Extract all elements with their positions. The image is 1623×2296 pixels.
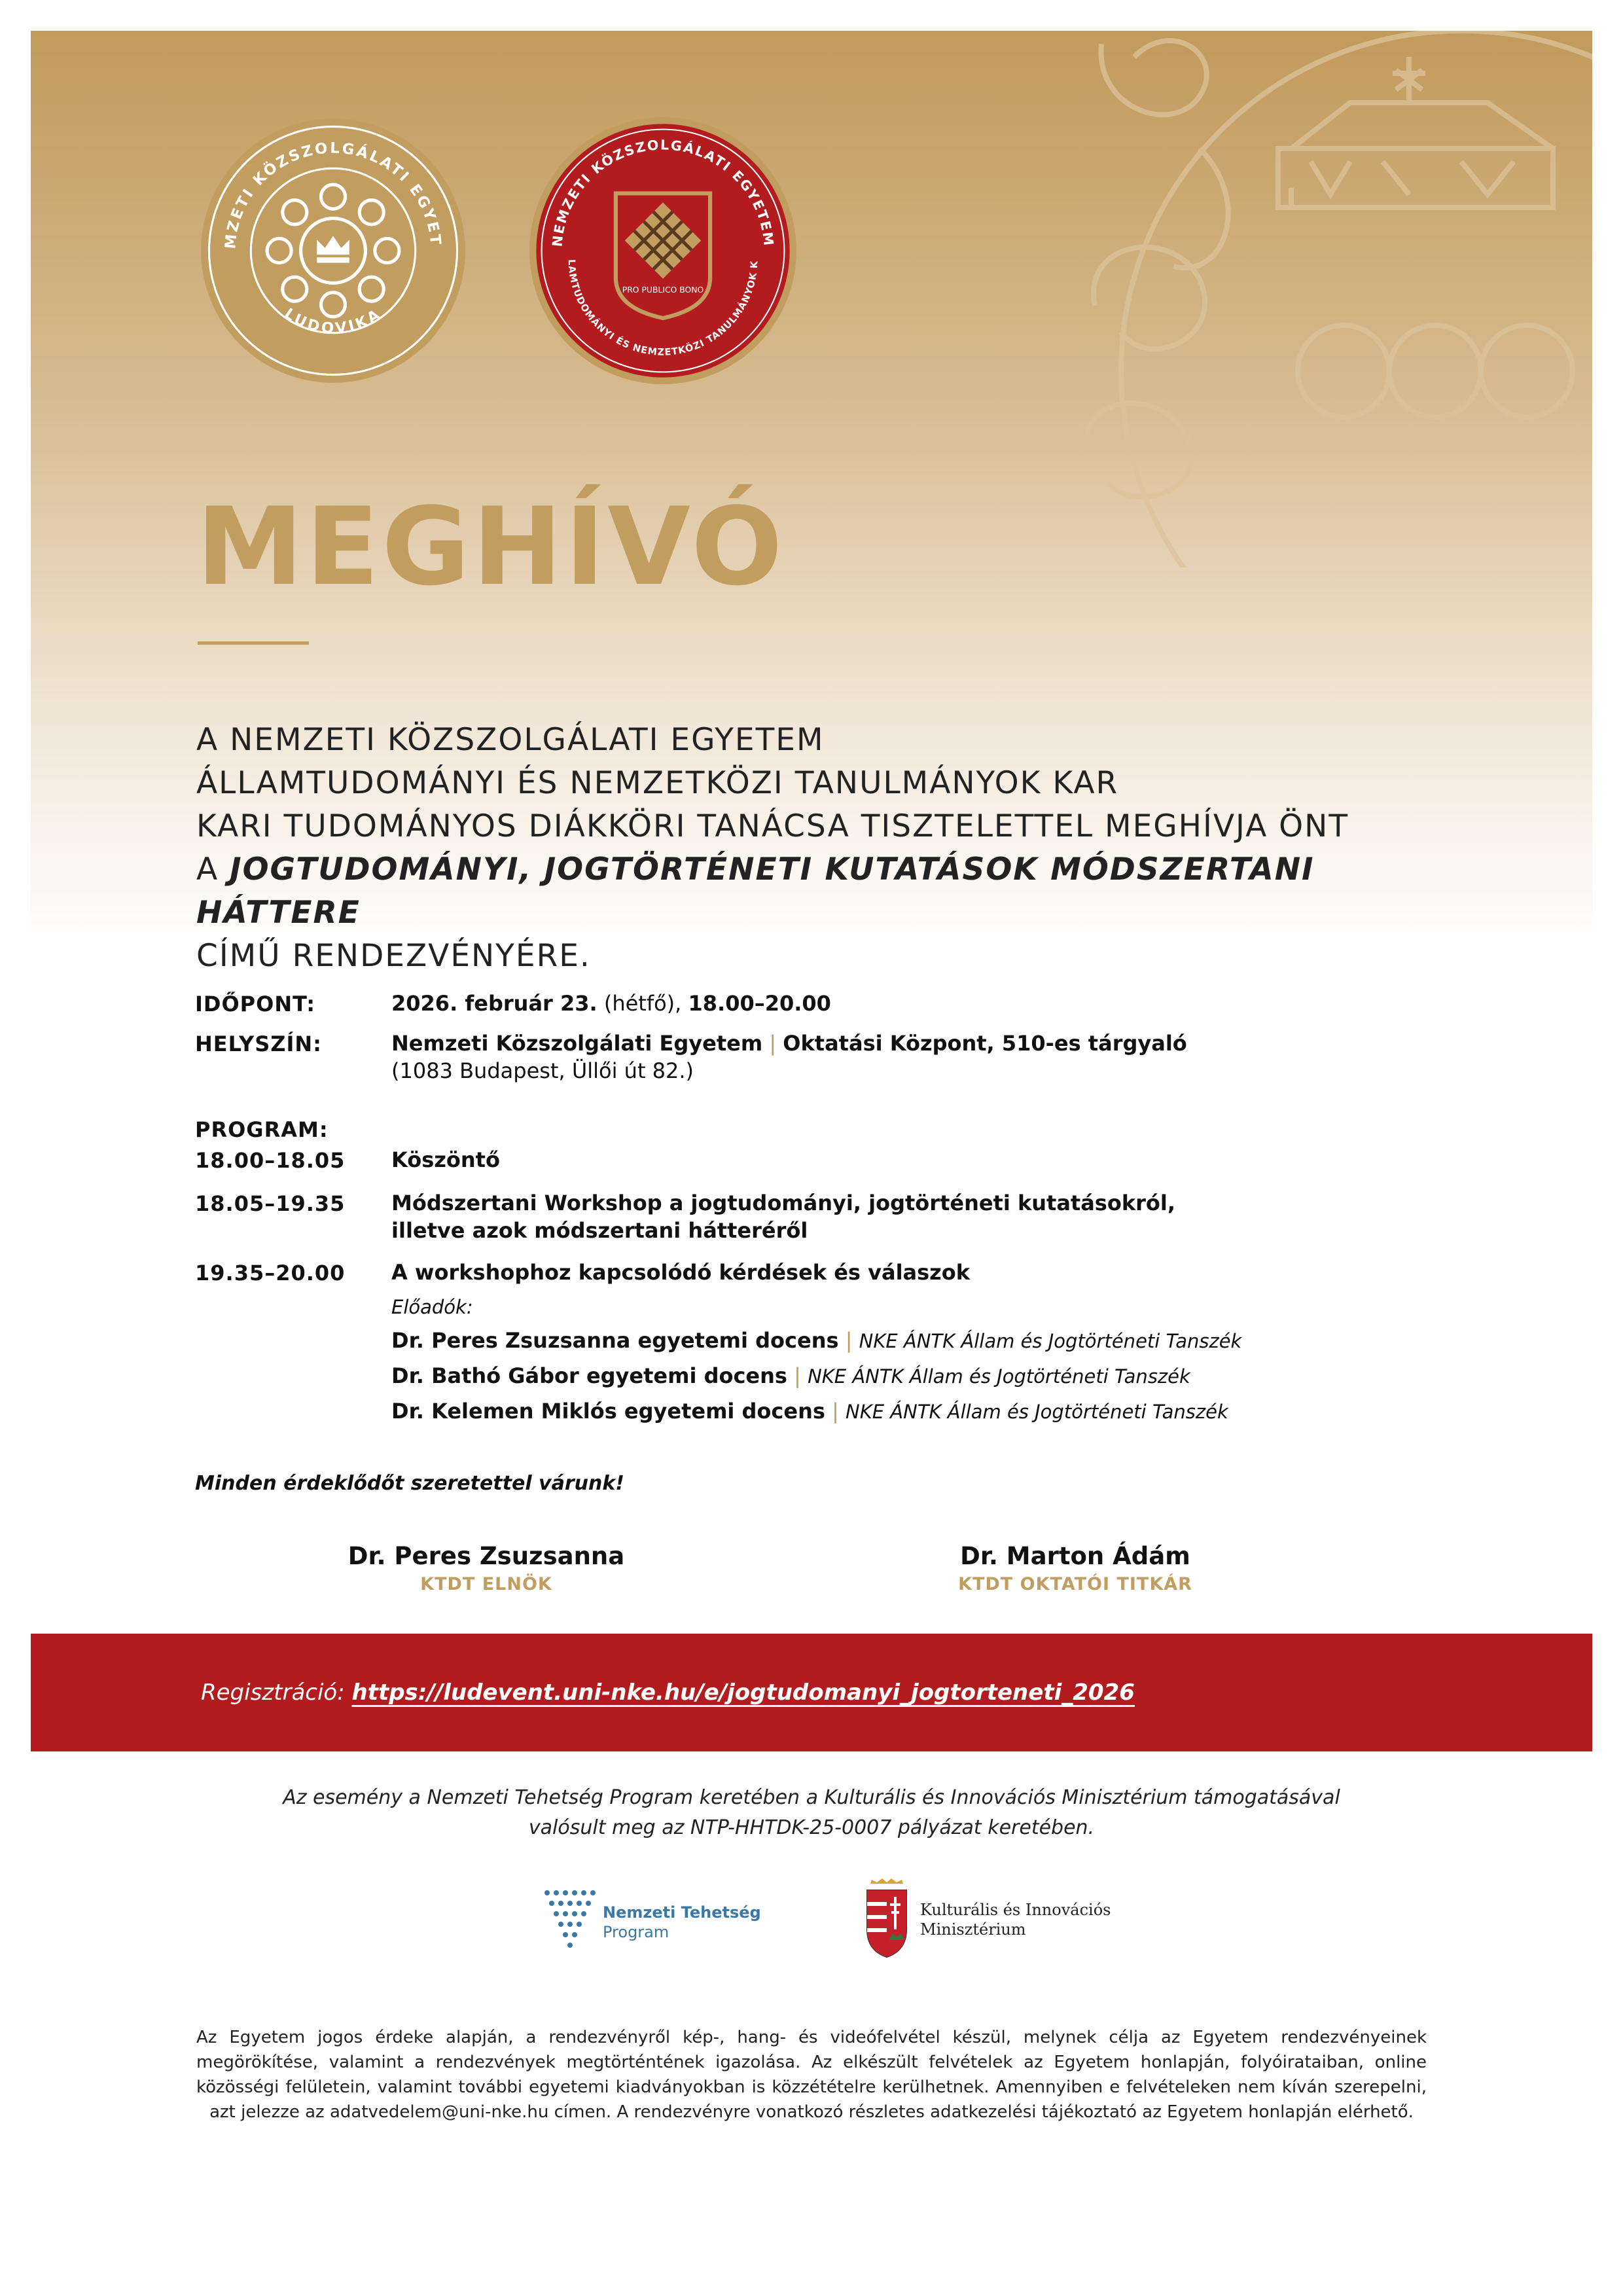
faculty-seal-logo — [528, 116, 798, 386]
speaker-row — [391, 1327, 1241, 1355]
speaker-department: NKE ÁNTK Állam és Jogtörténeti Tanszék — [859, 1330, 1242, 1352]
ntp-logo — [541, 1885, 761, 1957]
speaker-name: Dr. Peres Zsuzsanna egyetemi docens — [391, 1328, 839, 1353]
speakers-label: Előadók: — [391, 1296, 473, 1318]
speaker-department: NKE ÁNTK Állam és Jogtörténeti Tanszék — [808, 1365, 1190, 1388]
support-line-2: valósult meg az NTP-HHTDK-25-0007 pályázat keretében. — [528, 1816, 1095, 1839]
intro-line-5: CÍMŰ RENDEZVÉNYÉRE. — [196, 938, 591, 974]
ornament-decoration — [1003, 31, 1592, 567]
event-title: JOGTUDOMÁNYI, JOGTÖRTÉNETI KUTATÁSOK MÓDSZERTANI HÁTTERE — [196, 852, 1315, 931]
signature-secretary — [879, 1542, 1272, 1594]
intro-prefix: A — [196, 852, 230, 888]
event-day: (hétfő), — [597, 991, 688, 1016]
program-title-2-line-1: Módszertani Workshop a jogtudományi, jogtörténeti kutatásokról, — [391, 1191, 1175, 1215]
place-address: (1083 Budapest, Üllői út 82.) — [391, 1058, 694, 1083]
separator: | — [838, 1328, 859, 1353]
intro-line-2: ÁLLAMTUDOMÁNYI ÉS NEMZETKÖZI TANULMÁNYOK KAR — [196, 765, 1119, 801]
signatory-role: KTDT ELNÖK — [420, 1574, 552, 1594]
time-value — [391, 990, 831, 1017]
program-label: PROGRAM: — [195, 1117, 329, 1142]
svg-text:ÁLLAMTUDOMÁNYI ÉS NEMZETKÖZI T: LAMTUDOMÁNYI ÉS NEMZETKÖZI TANULMÁNYOK K — [565, 259, 760, 358]
time-label: IDŐPONT: — [195, 992, 315, 1016]
university-seal-logo — [198, 116, 468, 386]
svg-text:PRO PUBLICO BONO: PRO PUBLICO BONO — [622, 285, 704, 295]
separator: | — [825, 1399, 846, 1424]
separator: | — [787, 1363, 808, 1388]
registration-label: Regisztráció: — [201, 1679, 352, 1706]
support-note — [196, 1783, 1427, 1843]
svg-text:NEMZETI KÖZSZOLGÁLATI EGYETEM: MZETI KÖZSZOLGÁLATI EGYET — [222, 139, 444, 250]
ntp-logo-text-1: Nemzeti Tehetség — [603, 1903, 761, 1922]
signature-chair — [290, 1542, 683, 1594]
program-time-3: 19.35–20.00 — [195, 1261, 346, 1285]
svg-text:LUDOVIKA: LUDOVIKA — [281, 305, 385, 338]
hungarian-coat-of-arms-icon — [864, 1877, 910, 1958]
signatory-name: Dr. Marton Ádám — [960, 1542, 1190, 1570]
program-time-2: 18.05–19.35 — [195, 1191, 346, 1216]
program-title-1: Köszöntő — [391, 1147, 500, 1172]
program-title-3: A workshophoz kapcsolódó kérdések és válaszok — [391, 1260, 971, 1285]
ntp-logo-text-2: Program — [603, 1923, 669, 1941]
place-room: Oktatási Központ, 510-es tárgyaló — [783, 1031, 1187, 1056]
speaker-row — [391, 1397, 1228, 1426]
data-protection-disclaimer: Az Egyetem jogos érdeke alapján, a rendezvényről kép-, hang- és videófelvétel készül, melynek célja az Egyetem rendezvényeinek megörökítése, valamint a rendezvények megtörténtének igazolása. Az elkészült felvételek az Egyetem honlapján, folyóirataiban, online közösségi felületein, valamint további egyetemi kiadványokban is közzétételre kerülhetnek. Amennyiben e felvételeken nem kíván szerepelni, azt jelezze az adatvedelem@uni-nke.hu címen. A rendezvényre vonatkozó részletes adatkezelési tájékoztató az Egyetem honlapján elérhető. — [196, 2028, 1427, 2122]
kim-logo-text-2: Minisztérium — [920, 1920, 1026, 1939]
speaker-department: NKE ÁNTK Állam és Jogtörténeti Tanszék — [846, 1401, 1228, 1423]
registration-link[interactable]: https://ludevent.uni-nke.hu/e/jogtudomanyi_jogtorteneti_2026 — [351, 1679, 1135, 1706]
page-title: MEGHÍVÓ — [196, 484, 785, 609]
intro-line-1: A NEMZETI KÖZSZOLGÁLATI EGYETEM — [196, 722, 825, 758]
header-background — [31, 31, 1592, 974]
event-hours: 18.00–20.00 — [688, 991, 831, 1016]
place-value — [391, 1030, 1187, 1085]
kim-logo — [864, 1877, 1139, 1962]
invitation-intro — [196, 719, 1440, 978]
svg-text:NEMZETI KÖZSZOLGÁLATI EGYETEM: NEMZETI KÖZSZOLGÁLATI EGYETEM — [549, 137, 777, 248]
support-line-1: Az esemény a Nemzeti Tehetség Program keretében a Kulturális és Innovációs Minisztérium támogatásával — [283, 1786, 1340, 1809]
program-time-1: 18.00–18.05 — [195, 1148, 346, 1173]
place-label: HELYSZÍN: — [195, 1031, 322, 1056]
title-divider — [198, 641, 309, 645]
separator: | — [762, 1031, 783, 1056]
speaker-name: Dr. Bathó Gábor egyetemi docens — [391, 1363, 787, 1388]
registration-text — [201, 1679, 1135, 1706]
program-title-2 — [391, 1189, 1175, 1244]
registration-banner — [31, 1634, 1592, 1751]
place-org: Nemzeti Közszolgálati Egyetem — [391, 1031, 763, 1056]
kim-logo-text-1: Kulturális és Innovációs — [920, 1901, 1111, 1919]
speaker-row — [391, 1362, 1190, 1390]
signatory-name: Dr. Peres Zsuzsanna — [348, 1542, 625, 1570]
intro-line-4 — [196, 848, 1440, 935]
ntp-logo-mark — [541, 1885, 599, 1957]
signatory-role: KTDT OKTATÓI TITKÁR — [958, 1574, 1192, 1594]
welcome-text: Minden érdeklődőt szeretettel várunk! — [195, 1472, 624, 1495]
intro-line-3: KARI TUDOMÁNYOS DIÁKKÖRI TANÁCSA TISZTELETTEL MEGHÍVJA ÖNT — [196, 808, 1349, 844]
speaker-name: Dr. Kelemen Miklós egyetemi docens — [391, 1399, 825, 1424]
program-title-2-line-2: illetve azok módszertani hátteréről — [391, 1218, 808, 1243]
event-date: 2026. február 23. — [391, 991, 597, 1016]
